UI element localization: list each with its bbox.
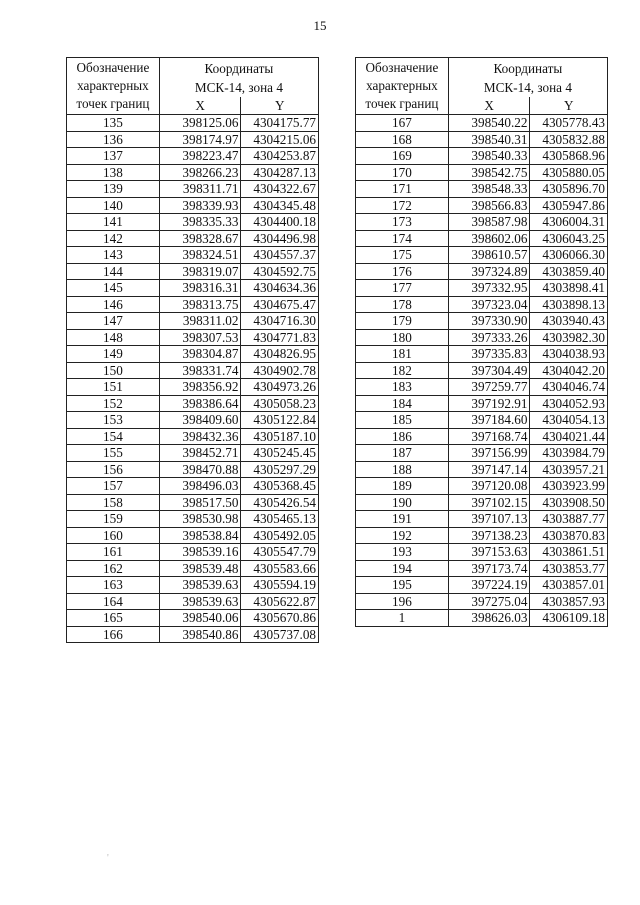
y-coordinate-cell: 4305245.45	[241, 445, 319, 462]
point-number-cell: 180	[356, 329, 449, 346]
x-coordinate-cell: 398540.22	[448, 115, 530, 132]
point-number-cell: 160	[67, 527, 160, 544]
y-coordinate-cell: 4305737.08	[241, 626, 319, 643]
x-coordinate-cell: 398517.50	[159, 494, 241, 511]
x-coordinate-cell: 398587.98	[448, 214, 530, 231]
x-coordinate-cell: 397138.23	[448, 527, 530, 544]
table-row	[356, 197, 608, 214]
x-coordinate-cell: 398311.02	[159, 313, 241, 330]
point-number-cell: 185	[356, 412, 449, 429]
x-coordinate-cell: 398174.97	[159, 131, 241, 148]
y-coordinate-cell: 4305058.23	[241, 395, 319, 412]
point-number-cell: 163	[67, 577, 160, 594]
y-coordinate-cell: 4305947.86	[530, 197, 608, 214]
x-coordinate-cell: 397153.63	[448, 544, 530, 561]
y-coordinate-cell: 4303853.77	[530, 560, 608, 577]
table-row	[67, 131, 319, 148]
y-coordinate-cell: 4304634.36	[241, 280, 319, 297]
point-number-cell: 196	[356, 593, 449, 610]
point-number-cell: 157	[67, 478, 160, 495]
point-number-cell: 177	[356, 280, 449, 297]
table-row	[356, 544, 608, 561]
x-coordinate-cell: 398125.06	[159, 115, 241, 132]
table-row	[67, 544, 319, 561]
x-coordinate-cell: 397156.99	[448, 445, 530, 462]
y-coordinate-cell: 4303940.43	[530, 313, 608, 330]
y-coordinate-cell: 4305594.19	[241, 577, 319, 594]
y-column-header: Y	[530, 97, 608, 114]
point-number-cell: 146	[67, 296, 160, 313]
point-number-cell: 181	[356, 346, 449, 363]
y-coordinate-cell: 4304175.77	[241, 115, 319, 132]
x-coordinate-cell: 397324.89	[448, 263, 530, 280]
table-row	[356, 379, 608, 396]
table-row	[67, 610, 319, 627]
table-row	[67, 412, 319, 429]
table-row	[67, 626, 319, 643]
x-coordinate-cell: 398331.74	[159, 362, 241, 379]
x-coordinate-cell: 398540.06	[159, 610, 241, 627]
x-coordinate-cell: 398542.75	[448, 164, 530, 181]
x-coordinate-cell: 397107.13	[448, 511, 530, 528]
point-number-cell: 149	[67, 346, 160, 363]
table-row	[67, 329, 319, 346]
y-coordinate-cell: 4304042.20	[530, 362, 608, 379]
y-coordinate-cell: 4305547.79	[241, 544, 319, 561]
x-coordinate-cell: 397224.19	[448, 577, 530, 594]
y-coordinate-cell: 4303908.50	[530, 494, 608, 511]
table-row	[356, 148, 608, 165]
point-number-cell: 139	[67, 181, 160, 198]
x-column-header: X	[448, 97, 530, 114]
x-coordinate-cell: 397184.60	[448, 412, 530, 429]
point-number-cell: 168	[356, 131, 449, 148]
x-coordinate-cell: 398540.31	[448, 131, 530, 148]
point-number-cell: 140	[67, 197, 160, 214]
point-number-cell: 136	[67, 131, 160, 148]
point-number-cell: 142	[67, 230, 160, 247]
y-coordinate-cell: 4305426.54	[241, 494, 319, 511]
y-coordinate-cell: 4305297.29	[241, 461, 319, 478]
table-row	[356, 412, 608, 429]
table-row	[356, 313, 608, 330]
point-number-cell: 183	[356, 379, 449, 396]
point-number-cell: 188	[356, 461, 449, 478]
y-coordinate-cell: 4304496.98	[241, 230, 319, 247]
table-row	[356, 560, 608, 577]
x-coordinate-cell: 398452.71	[159, 445, 241, 462]
table-row	[67, 280, 319, 297]
y-coordinate-cell: 4305896.70	[530, 181, 608, 198]
x-coordinate-cell: 397173.74	[448, 560, 530, 577]
table-row	[356, 610, 608, 627]
x-coordinate-cell: 398539.48	[159, 560, 241, 577]
y-coordinate-cell: 4304021.44	[530, 428, 608, 445]
x-coordinate-cell: 398307.53	[159, 329, 241, 346]
point-number-cell: 191	[356, 511, 449, 528]
table-row	[356, 494, 608, 511]
y-coordinate-cell: 4305122.84	[241, 412, 319, 429]
table-row	[356, 131, 608, 148]
x-coordinate-cell: 397147.14	[448, 461, 530, 478]
point-number-cell: 152	[67, 395, 160, 412]
coordinates-header	[159, 58, 318, 98]
y-coordinate-cell: 4303957.21	[530, 461, 608, 478]
table-row	[67, 148, 319, 165]
x-coordinate-cell: 398602.06	[448, 230, 530, 247]
y-coordinate-cell: 4305880.05	[530, 164, 608, 181]
point-number-cell: 174	[356, 230, 449, 247]
y-coordinate-cell: 4304675.47	[241, 296, 319, 313]
y-coordinate-cell: 4304054.13	[530, 412, 608, 429]
table-row	[356, 280, 608, 297]
y-coordinate-cell: 4306043.25	[530, 230, 608, 247]
y-coordinate-cell: 4304400.18	[241, 214, 319, 231]
y-coordinate-cell: 4303982.30	[530, 329, 608, 346]
y-coordinate-cell: 4303857.93	[530, 593, 608, 610]
header-line: Обозначение	[76, 60, 150, 75]
table-row	[356, 230, 608, 247]
point-label-header	[356, 58, 449, 115]
x-coordinate-cell: 397333.26	[448, 329, 530, 346]
header-line: Координаты	[204, 60, 274, 76]
table-row	[67, 527, 319, 544]
table-row	[67, 560, 319, 577]
table-row	[356, 214, 608, 231]
y-coordinate-cell: 4303923.99	[530, 478, 608, 495]
table-row	[356, 577, 608, 594]
point-number-cell: 182	[356, 362, 449, 379]
y-coordinate-cell: 4304826.95	[241, 346, 319, 363]
table-row	[67, 593, 319, 610]
header-line: точек границ	[76, 96, 150, 111]
point-number-cell: 178	[356, 296, 449, 313]
y-coordinate-cell: 4304973.26	[241, 379, 319, 396]
table-row	[67, 181, 319, 198]
x-coordinate-cell: 398470.88	[159, 461, 241, 478]
y-coordinate-cell: 4304345.48	[241, 197, 319, 214]
point-number-cell: 194	[356, 560, 449, 577]
point-number-cell: 165	[67, 610, 160, 627]
table-row	[67, 461, 319, 478]
header-line: характерных	[77, 78, 149, 93]
x-coordinate-cell: 398539.63	[159, 577, 241, 594]
y-coordinate-cell: 4303898.41	[530, 280, 608, 297]
x-coordinate-cell: 398339.93	[159, 197, 241, 214]
x-coordinate-cell: 397330.90	[448, 313, 530, 330]
y-coordinate-cell: 4305492.05	[241, 527, 319, 544]
y-coordinate-cell: 4303857.01	[530, 577, 608, 594]
point-number-cell: 143	[67, 247, 160, 264]
y-coordinate-cell: 4306004.31	[530, 214, 608, 231]
point-number-cell: 138	[67, 164, 160, 181]
point-number-cell: 156	[67, 461, 160, 478]
x-coordinate-cell: 397275.04	[448, 593, 530, 610]
point-number-cell: 166	[67, 626, 160, 643]
table-row	[67, 313, 319, 330]
point-number-cell: 154	[67, 428, 160, 445]
x-coordinate-cell: 398328.67	[159, 230, 241, 247]
x-coordinate-cell: 398548.33	[448, 181, 530, 198]
y-coordinate-cell: 4305670.86	[241, 610, 319, 627]
table-row	[356, 329, 608, 346]
table-row	[356, 593, 608, 610]
table-row	[67, 362, 319, 379]
y-coordinate-cell: 4305583.66	[241, 560, 319, 577]
table-row	[356, 164, 608, 181]
y-coordinate-cell: 4304592.75	[241, 263, 319, 280]
table-row	[67, 247, 319, 264]
point-number-cell: 189	[356, 478, 449, 495]
x-coordinate-cell: 398540.33	[448, 148, 530, 165]
x-coordinate-cell: 398304.87	[159, 346, 241, 363]
point-number-cell: 161	[67, 544, 160, 561]
point-number-cell: 144	[67, 263, 160, 280]
table-row	[356, 247, 608, 264]
y-coordinate-cell: 4303887.77	[530, 511, 608, 528]
y-coordinate-cell: 4304771.83	[241, 329, 319, 346]
header-line: Координаты	[493, 60, 563, 76]
y-coordinate-cell: 4304253.87	[241, 148, 319, 165]
table-row	[67, 214, 319, 231]
table-row	[67, 346, 319, 363]
y-coordinate-cell: 4304052.93	[530, 395, 608, 412]
point-number-cell: 195	[356, 577, 449, 594]
table-row	[67, 428, 319, 445]
point-number-cell: 193	[356, 544, 449, 561]
point-number-cell: 192	[356, 527, 449, 544]
table-row	[356, 346, 608, 363]
header-line: точек границ	[365, 96, 439, 111]
y-coordinate-cell: 4303859.40	[530, 263, 608, 280]
point-number-cell: 184	[356, 395, 449, 412]
coordinates-table-right	[355, 57, 608, 627]
point-number-cell: 167	[356, 115, 449, 132]
y-coordinate-cell: 4305368.45	[241, 478, 319, 495]
point-label-header	[67, 58, 160, 115]
point-number-cell: 186	[356, 428, 449, 445]
table-row	[67, 296, 319, 313]
table-row	[67, 478, 319, 495]
coordinates-header	[448, 58, 607, 98]
table-row	[67, 197, 319, 214]
table-row	[356, 115, 608, 132]
table-row	[356, 428, 608, 445]
y-coordinate-cell: 4303870.83	[530, 527, 608, 544]
x-coordinate-cell: 398386.64	[159, 395, 241, 412]
point-number-cell: 148	[67, 329, 160, 346]
x-coordinate-cell: 397323.04	[448, 296, 530, 313]
x-coordinate-cell: 398496.03	[159, 478, 241, 495]
point-number-cell: 151	[67, 379, 160, 396]
table-row	[67, 164, 319, 181]
x-coordinate-cell: 398538.84	[159, 527, 241, 544]
point-number-cell: 145	[67, 280, 160, 297]
x-coordinate-cell: 398610.57	[448, 247, 530, 264]
point-number-cell: 169	[356, 148, 449, 165]
y-coordinate-cell: 4305832.88	[530, 131, 608, 148]
x-coordinate-cell: 398432.36	[159, 428, 241, 445]
page-number: 15	[313, 18, 327, 33]
y-coordinate-cell: 4304902.78	[241, 362, 319, 379]
x-coordinate-cell: 398319.07	[159, 263, 241, 280]
table-row	[356, 263, 608, 280]
point-number-cell: 187	[356, 445, 449, 462]
y-coordinate-cell: 4304215.06	[241, 131, 319, 148]
y-coordinate-cell: 4304557.37	[241, 247, 319, 264]
table-row	[356, 445, 608, 462]
y-coordinate-cell: 4304046.74	[530, 379, 608, 396]
y-coordinate-cell: 4305187.10	[241, 428, 319, 445]
table-row	[356, 511, 608, 528]
table-row	[67, 445, 319, 462]
point-number-cell: 158	[67, 494, 160, 511]
x-coordinate-cell: 398311.71	[159, 181, 241, 198]
x-coordinate-cell: 397192.91	[448, 395, 530, 412]
x-coordinate-cell: 397332.95	[448, 280, 530, 297]
x-coordinate-cell: 398335.33	[159, 214, 241, 231]
table-row	[67, 379, 319, 396]
point-number-cell: 172	[356, 197, 449, 214]
point-number-cell: 173	[356, 214, 449, 231]
x-coordinate-cell: 398316.31	[159, 280, 241, 297]
point-number-cell: 179	[356, 313, 449, 330]
table-row	[356, 296, 608, 313]
y-coordinate-cell: 4306066.30	[530, 247, 608, 264]
y-coordinate-cell: 4305622.87	[241, 593, 319, 610]
x-coordinate-cell: 397259.77	[448, 379, 530, 396]
point-number-cell: 164	[67, 593, 160, 610]
point-number-cell: 176	[356, 263, 449, 280]
x-column-header: X	[159, 97, 241, 114]
y-coordinate-cell: 4306109.18	[530, 610, 608, 627]
point-number-cell: 137	[67, 148, 160, 165]
point-number-cell: 170	[356, 164, 449, 181]
y-coordinate-cell: 4303984.79	[530, 445, 608, 462]
y-column-header: Y	[241, 97, 319, 114]
x-coordinate-cell: 398409.60	[159, 412, 241, 429]
point-number-cell: 147	[67, 313, 160, 330]
x-coordinate-cell: 398539.63	[159, 593, 241, 610]
y-coordinate-cell: 4303898.13	[530, 296, 608, 313]
point-number-cell: 135	[67, 115, 160, 132]
x-coordinate-cell: 398266.23	[159, 164, 241, 181]
x-coordinate-cell: 398626.03	[448, 610, 530, 627]
table-row	[356, 478, 608, 495]
x-coordinate-cell: 398530.98	[159, 511, 241, 528]
y-coordinate-cell: 4304287.13	[241, 164, 319, 181]
point-number-cell: 159	[67, 511, 160, 528]
x-coordinate-cell: 398324.51	[159, 247, 241, 264]
table-row	[67, 511, 319, 528]
table-row	[67, 115, 319, 132]
table-row	[356, 395, 608, 412]
table-row	[356, 181, 608, 198]
x-coordinate-cell: 397335.83	[448, 346, 530, 363]
x-coordinate-cell: 397120.08	[448, 478, 530, 495]
y-coordinate-cell: 4304322.67	[241, 181, 319, 198]
y-coordinate-cell: 4303861.51	[530, 544, 608, 561]
point-number-cell: 171	[356, 181, 449, 198]
point-number-cell: 1	[356, 610, 449, 627]
x-coordinate-cell: 398540.86	[159, 626, 241, 643]
table-row	[67, 263, 319, 280]
table-row	[67, 577, 319, 594]
header-line: характерных	[366, 78, 438, 93]
x-coordinate-cell: 397102.15	[448, 494, 530, 511]
header-line: МСК-14, зона 4	[194, 79, 283, 95]
point-number-cell: 150	[67, 362, 160, 379]
point-number-cell: 190	[356, 494, 449, 511]
table-row	[356, 362, 608, 379]
point-number-cell: 175	[356, 247, 449, 264]
scan-mark: '	[107, 853, 109, 864]
x-coordinate-cell: 397168.74	[448, 428, 530, 445]
point-number-cell: 141	[67, 214, 160, 231]
coordinates-table-left	[66, 57, 319, 643]
y-coordinate-cell: 4304038.93	[530, 346, 608, 363]
x-coordinate-cell: 398223.47	[159, 148, 241, 165]
table-row	[356, 527, 608, 544]
table-row	[67, 395, 319, 412]
y-coordinate-cell: 4305465.13	[241, 511, 319, 528]
table-row	[67, 230, 319, 247]
point-number-cell: 153	[67, 412, 160, 429]
table-row	[67, 494, 319, 511]
header-line: Обозначение	[365, 60, 439, 75]
y-coordinate-cell: 4305868.96	[530, 148, 608, 165]
x-coordinate-cell: 397304.49	[448, 362, 530, 379]
x-coordinate-cell: 398539.16	[159, 544, 241, 561]
x-coordinate-cell: 398313.75	[159, 296, 241, 313]
y-coordinate-cell: 4304716.30	[241, 313, 319, 330]
y-coordinate-cell: 4305778.43	[530, 115, 608, 132]
point-number-cell: 162	[67, 560, 160, 577]
x-coordinate-cell: 398566.83	[448, 197, 530, 214]
header-line: МСК-14, зона 4	[483, 79, 572, 95]
point-number-cell: 155	[67, 445, 160, 462]
x-coordinate-cell: 398356.92	[159, 379, 241, 396]
table-row	[356, 461, 608, 478]
